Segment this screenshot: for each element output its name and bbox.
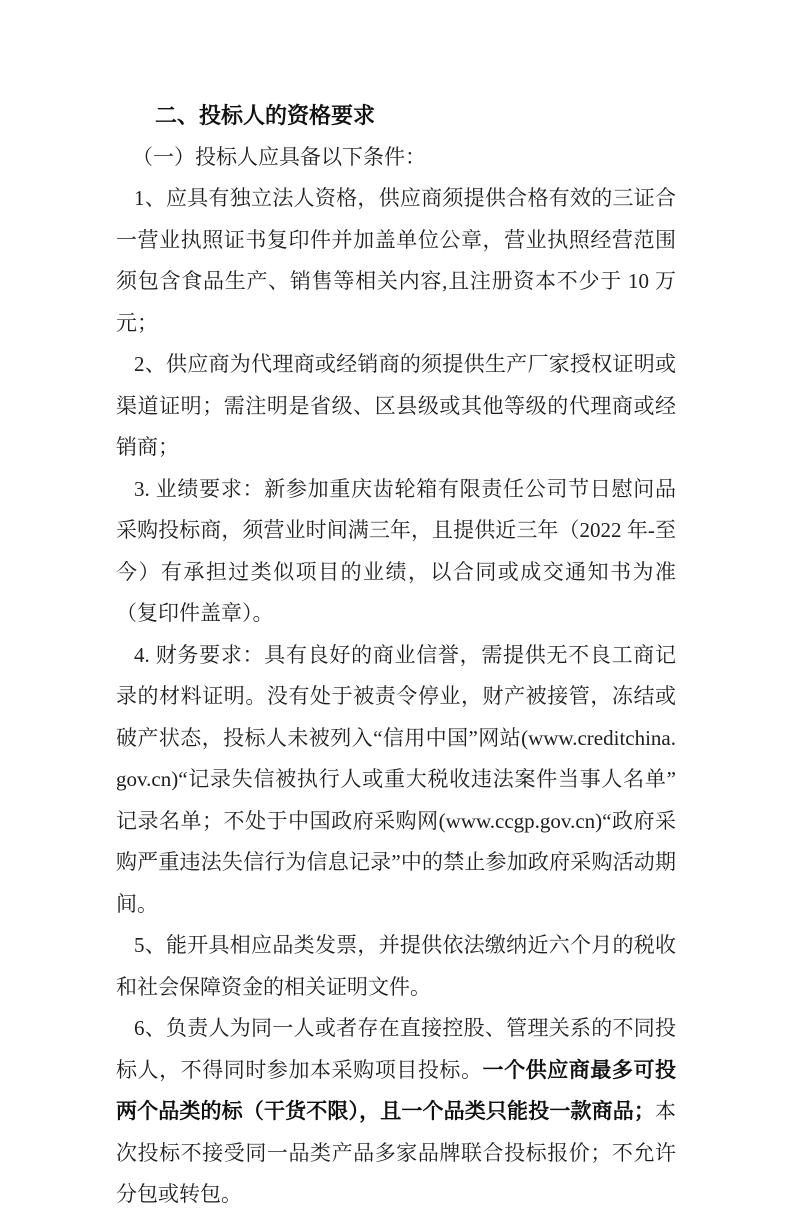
clause-5: 5、能开具相应品类发票，并提供依法缴纳近六个月的税收和社会保障资金的相关证明文件。 <box>116 933 676 999</box>
section-heading: 二、投标人的资格要求 <box>155 103 376 128</box>
clause-4: 4. 财务要求：具有良好的商业信誉，需提供无不良工商记录的材料证明。没有处于被责令停业，财产被接管，冻结或破产状态，投标人未被列入“信用中国”网站(www.creditchina.gov.cn)“记录失信被执行人或重大税收违法案件当事人名单”记录名单；不处于中国政府采购网(www.ccgp.gov.cn)“政府采购严重违法失信行为信息记录”中的禁止参加政府采购活动期间。 <box>116 642 676 916</box>
clause-2: 2、供应商为代理商或经销商的须提供生产厂家授权证明或渠道证明；需注明是省级、区县级或其他等级的代理商或经销商； <box>116 352 676 459</box>
clause-1: 1、应具有独立法人资格，供应商须提供合格有效的三证合一营业执照证书复印件并加盖单位公章，营业执照经营范围须包含食品生产、销售等相关内容,且注册资本不少于 10 万元； <box>116 186 676 335</box>
clause-6-normal-end: 本次投标不接受同一品类产品多家品牌联合投标报价；不允许分包或转包。 <box>116 1099 677 1206</box>
clause-6-normal-start: 6、负责人为同一人或者存在直接控股、管理关系的不同投标人，不得同时参加本采购项目投标。 <box>116 1016 676 1082</box>
clause-3: 3. 业绩要求：新参加重庆齿轮箱有限责任公司节日慰问品采购投标商，须营业时间满三年，且提供近三年（2022 年-至今）有承担过类似项目的业绩，以合同或成交通知书为准（复印件盖章）。 <box>116 476 676 625</box>
subsection-heading: （一）投标人应具备以下条件： <box>132 144 426 169</box>
clause-6-bold-emphasis: 一个供应商最多可投两个品类的标（干货不限），且一个品类只能投一款商品； <box>116 1058 677 1123</box>
clause-6 <box>116 1008 676 1216</box>
